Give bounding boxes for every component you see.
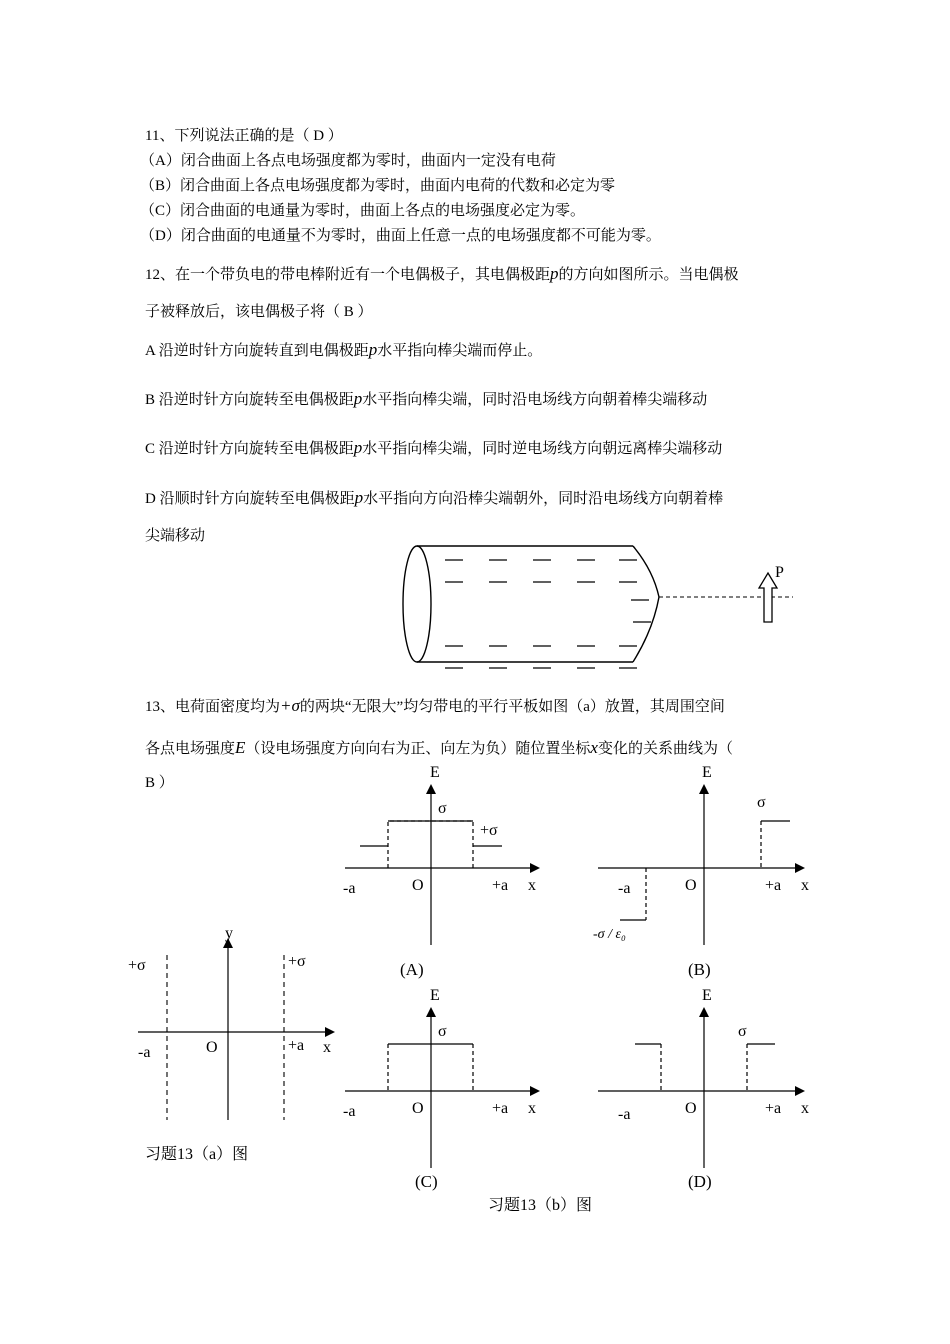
graph-d	[590, 983, 815, 1198]
fig-13a-plates	[120, 920, 350, 1130]
svg-text:σ: σ	[757, 794, 766, 811]
fig-13a-caption: 习题13（a）图	[145, 1146, 249, 1163]
svg-text:σ: σ	[738, 1023, 747, 1040]
graph-a	[340, 760, 550, 985]
svg-text:E: E	[430, 987, 440, 1004]
svg-text:x: x	[801, 1100, 809, 1117]
q12-line2: 子被释放后，该电偶极子将（ B ）	[145, 304, 373, 320]
svg-text:O: O	[412, 877, 424, 894]
q11-option-d: （D）闭合曲面的电通量不为零时，曲面上任意一点的电场强度都不可能为零。	[140, 228, 661, 244]
svg-text:-a: -a	[618, 1106, 631, 1123]
svg-text:E: E	[702, 764, 712, 781]
svg-text:-a: -a	[343, 880, 356, 897]
svg-text:+a: +a	[288, 1037, 305, 1054]
graph-c-label: (C)	[415, 1172, 438, 1191]
svg-text:+σ: +σ	[128, 957, 146, 974]
svg-text:-a: -a	[138, 1044, 151, 1061]
svg-text:x: x	[528, 877, 536, 894]
q12-line1: 12、在一个带负电的带电棒附近有一个电偶极子，其电偶极距p的方向如图所示。当电偶极	[145, 264, 739, 283]
svg-text:-a: -a	[618, 880, 631, 897]
q13-line1: 13、电荷面密度均为+σ的两块“无限大”均匀带电的平行平板如图（a）放置，其周围空间	[145, 696, 725, 715]
q11-option-b: （B）闭合曲面上各点电场强度都为零时，曲面内电荷的代数和必定为零	[140, 178, 616, 194]
graph-b-label: (B)	[688, 960, 711, 979]
svg-text:+a: +a	[492, 1100, 509, 1117]
svg-text:x: x	[528, 1100, 536, 1117]
dipole-label: P	[775, 564, 784, 581]
svg-text:O: O	[206, 1039, 218, 1056]
graph-d-label: (D)	[688, 1172, 712, 1191]
svg-text:O: O	[685, 1100, 697, 1117]
svg-text:E: E	[430, 764, 440, 781]
svg-text:+σ: +σ	[480, 822, 498, 839]
svg-text:-a: -a	[343, 1103, 356, 1120]
svg-text:x: x	[801, 877, 809, 894]
graph-b	[590, 760, 815, 985]
q12-option-d: D 沿顺时针方向旋转至电偶极距p水平指向方向沿棒尖端朝外，同时沿电场线方向朝着棒	[145, 488, 724, 507]
graph-a-label: (A)	[400, 960, 424, 979]
q13-line3: B ）	[145, 775, 174, 791]
q11-stem: 11、下列说法正确的是（ D ）	[145, 128, 343, 144]
q12-option-d-cont: 尖端移动	[145, 528, 206, 544]
svg-text:O: O	[412, 1100, 424, 1117]
q12-option-c: C 沿逆时针方向旋转至电偶极距p水平指向棒尖端，同时逆电场线方向朝远离棒尖端移动	[145, 438, 723, 457]
svg-text:+a: +a	[765, 1100, 782, 1117]
svg-text:E: E	[702, 987, 712, 1004]
q11-option-c: （C）闭合曲面的电通量为零时，曲面上各点的电场强度必定为零。	[140, 203, 586, 219]
svg-text:x: x	[323, 1039, 331, 1056]
q11-option-a: （A）闭合曲面上各点电场强度都为零时，曲面内一定没有电荷	[140, 153, 556, 169]
q13-line2: 各点电场强度E（设电场强度方向向右为正、向左为负）随位置坐标x变化的关系曲线为（	[145, 738, 733, 757]
dipole-symbol: p	[550, 264, 559, 283]
graph-c	[340, 983, 550, 1198]
svg-text:y: y	[225, 925, 233, 942]
charged-rod-figure	[395, 540, 805, 675]
svg-text:O: O	[685, 877, 697, 894]
q12-option-b: B 沿逆时针方向旋转至电偶极距p水平指向棒尖端，同时沿电场线方向朝着棒尖端移动	[145, 389, 708, 408]
svg-text:+a: +a	[492, 877, 509, 894]
svg-text:-σ / ε₀: -σ / ε₀	[593, 927, 626, 942]
svg-text:+a: +a	[765, 877, 782, 894]
svg-text:+σ: +σ	[288, 953, 306, 970]
svg-text:σ: σ	[438, 800, 447, 817]
fig-13b-caption: 习题13（b）图	[488, 1197, 593, 1214]
svg-text:σ: σ	[438, 1023, 447, 1040]
q12-option-a: A 沿逆时针方向旋转直到电偶极距p水平指向棒尖端而停止。	[145, 340, 543, 359]
